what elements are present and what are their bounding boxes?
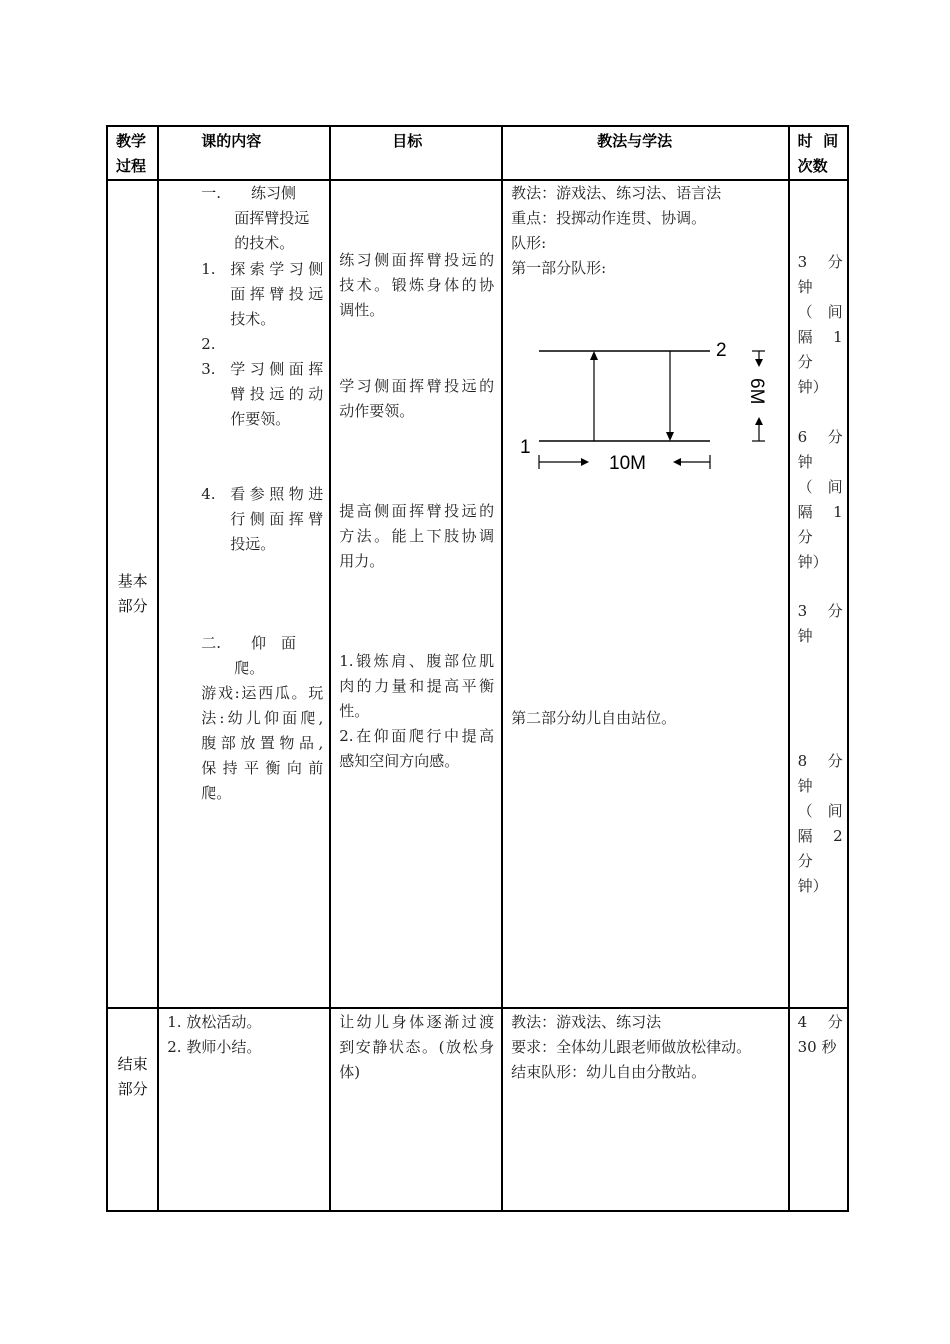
sec1-head-b: 面挥臂投远 [234,209,310,227]
ending-goal-b: 到安静状态。(放松身 [339,1038,495,1056]
ending-goal-a: 让幼儿身体逐渐过渡 [339,1013,495,1031]
basic-goals [330,180,502,1008]
time-1-d: 隔 1 [797,328,843,346]
time-2-d: 隔 1 [797,503,843,521]
goal-3 [339,499,494,574]
ending-content-1: 1. 放松活动。 [167,1013,262,1031]
time-1 [798,250,843,400]
header-row [107,126,848,180]
goal-5-b: 感知空间方向感。 [339,752,460,770]
goal-4-b: 肉的力量和提高平衡 [339,677,495,695]
item-3-b: 臂投远的动 [230,385,324,403]
formation-label-1: 1 [520,437,531,458]
ending-content-2: 2. 教师小结。 [167,1038,262,1056]
time-4-f: 钟） [797,877,828,895]
item-3-a: 学习侧面挥 [230,360,324,378]
game-a: 游戏:运西瓜。玩 [201,684,324,702]
game-c: 腹部放置物品, [201,734,324,752]
goal-1 [339,248,494,323]
time-2-f: 钟） [797,553,828,571]
ending-time-b: 30 秒 [797,1038,837,1056]
goal-1-a: 练习侧面挥臂投远的 [339,251,495,269]
time-2-e: 分 [797,528,813,546]
time-3-b: 钟 [797,627,813,645]
dim-10m-right-arrowhead [673,458,681,466]
header-method-label: 教法与学法 [597,132,673,150]
time-2-c: （ 间 [797,478,843,496]
goal-2-b: 动作要领。 [339,402,415,420]
dim-10m-left-arrowhead [581,458,589,466]
formation-label-2: 2 [716,340,727,361]
basic-part-row [107,180,848,1008]
game-desc [201,681,323,806]
goal-5 [339,724,494,774]
time-1-f: 钟） [797,378,828,396]
game-e: 爬。 [201,784,232,802]
ending-stage-label: 结束部分 [117,1055,148,1098]
goal-2 [339,374,494,424]
item-3 [201,357,323,432]
item-4-c: 投远。 [230,535,276,553]
method-3: 队形: [511,234,547,252]
formation-label-6m: 6M [746,378,768,405]
header-time [789,126,848,180]
ending-time [789,1008,848,1211]
item-1 [201,257,323,332]
time-1-a: 3 分 [797,253,843,271]
method-5: 第二部分幼儿自由站位。 [511,709,677,727]
item-4-num: 4. [201,485,216,503]
game-d: 保持平衡向前 [201,759,324,777]
ending-method-2: 要求：全体幼儿跟老师做放松律动。 [511,1038,752,1056]
time-4-a: 8 分 [797,752,843,770]
time-4-b: 钟 [797,777,813,795]
sec1-head-c: 的技术。 [234,234,295,252]
basic-content [158,180,330,1008]
time-2 [798,425,843,575]
dim-6m-bottom-arrowhead [755,417,763,425]
formation-diagram [503,331,788,481]
time-4-c: （ 间 [797,802,843,820]
goal-3-a: 提高侧面挥臂投远的 [339,502,495,520]
ending-part-row [107,1008,848,1211]
time-4 [798,749,843,899]
goal-1-c: 调性。 [339,301,385,319]
formation-label-10m: 10M [609,453,647,474]
sec1-head-a: 一. 练习侧 [201,184,297,202]
formation-down-arrowhead [666,432,674,441]
item-4-b: 行侧面挥臂 [230,510,324,528]
time-4-d: 隔 2 [797,827,843,845]
ending-time-a: 4 分 [797,1013,843,1031]
ending-method-1: 教法：游戏法、练习法 [511,1013,662,1031]
formation-up-arrowhead [590,351,598,360]
basic-methods [502,180,789,1008]
basic-time [789,180,848,1008]
goal-1-b: 技术。锻炼身体的协 [339,276,495,294]
time-2-a: 6 分 [797,428,843,446]
goal-2-a: 学习侧面挥臂投远的 [339,377,495,395]
item-1-a: 探索学习侧 [230,260,324,278]
ending-goal [330,1008,502,1211]
header-stage-label: 教学过程 [116,132,147,175]
method-2: 重点：投掷动作连贯、协调。 [511,209,707,227]
item-3-c: 作要领。 [230,410,291,428]
header-time-label-b: 次数 [797,157,828,175]
item-1-b: 面挥臂投远 [230,285,324,303]
sec2-head-b: 爬。 [234,659,265,677]
goal-3-c: 用力。 [339,552,385,570]
ending-stage [107,1008,158,1211]
time-1-c: （ 间 [797,303,843,321]
basic-stage [107,180,158,1008]
lesson-plan-table [106,125,849,1212]
header-goal-label: 目标 [392,132,423,150]
basic-stage-label: 基本部分 [117,572,148,615]
header-content [158,126,330,180]
header-time-label-a: 时 间 [797,132,839,150]
time-3-a: 3 分 [797,602,843,620]
item-3-num: 3. [201,360,216,378]
item-1-c: 技术。 [230,310,276,328]
goal-3-b: 方法。能上下肢协调 [339,527,495,545]
ending-method [502,1008,789,1211]
sec2-head-a: 二. 仰 面 [201,634,297,652]
header-method [502,126,789,180]
game-b: 法:幼儿仰面爬, [201,709,324,727]
method-1: 教法：游戏法、练习法、语言法 [511,184,722,202]
ending-content [158,1008,330,1211]
method-4: 第一部分队形: [511,259,607,277]
goal-4-a: 1.锻炼肩、腹部位肌 [339,652,495,670]
header-goal [330,126,502,180]
time-1-b: 钟 [797,278,813,296]
ending-method-3: 结束队形：幼儿自由分散站。 [511,1063,707,1081]
dim-6m-top-arrowhead [755,359,763,367]
goal-4 [339,649,494,724]
ending-goal-c: 体) [339,1063,361,1081]
header-content-label: 课的内容 [201,132,262,150]
goal-4-c: 性。 [339,702,370,720]
time-4-e: 分 [797,852,813,870]
goal-5-a: 2.在仰面爬行中提高 [339,727,495,745]
item-1-num: 1. [201,260,216,278]
item-4 [201,482,323,557]
time-1-e: 分 [797,353,813,371]
time-3 [798,599,843,649]
header-stage [107,126,158,180]
time-2-b: 钟 [797,453,813,471]
item-2-num: 2. [201,335,216,353]
item-4-a: 看参照物进 [230,485,324,503]
